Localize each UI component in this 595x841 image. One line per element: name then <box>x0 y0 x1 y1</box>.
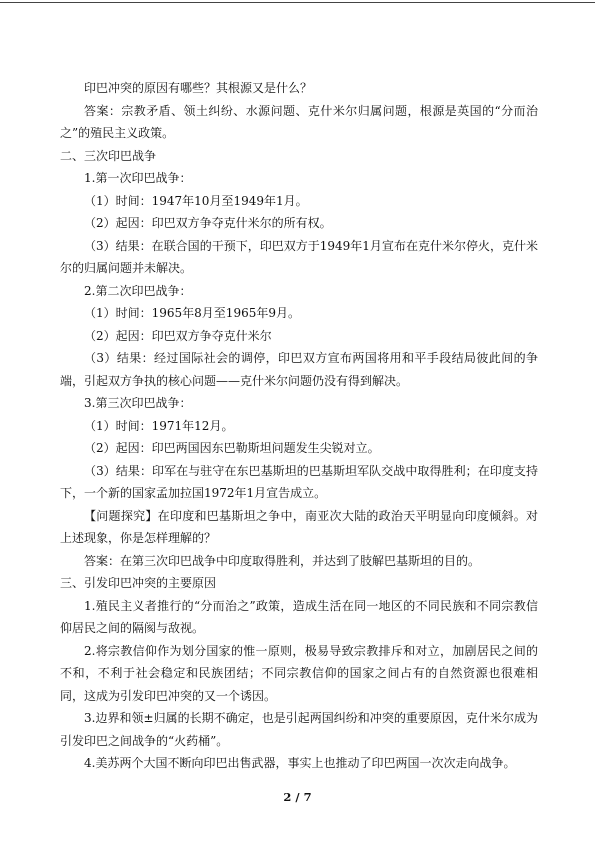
paragraph: 【问题探究】在印度和巴基斯坦之争中，南亚次大陆的政治天平明显向印度倾斜。对上述现象，你是怎样理解的？ <box>60 508 538 545</box>
paragraph: （2）起因：印巴双方争夺克什米尔 <box>84 328 272 343</box>
paragraph: 二、三次印巴战争 <box>60 148 157 163</box>
paragraph: （1）时间：1947年10月至1949年1月。 <box>84 193 308 208</box>
paragraph: （2）起因：印巴两国因东巴勒斯坦问题发生尖锐对立。 <box>84 441 380 455</box>
paragraph: 4.美苏两个大国不断向印巴出售武器，事实上也推动了印巴两国一次次走向战争。 <box>84 756 516 770</box>
document-body <box>60 77 538 775</box>
paragraph: 答案：在第三次印巴战争中印度取得胜利，并达到了肢解巴基斯坦的目的。 <box>84 553 481 568</box>
paragraph: 1.第一次印巴战争： <box>84 171 192 185</box>
paragraph: 2.第二次印巴战争： <box>84 283 192 298</box>
paragraph: （1）时间：1965年8月至1965年9月。 <box>84 306 300 320</box>
paragraph: 3.边界和领±归属的长期不确定，也是引起两国纠纷和冲突的重要原因，克什米尔成为引发印巴之间战争的“火药桶”。 <box>60 711 538 748</box>
paragraph: （2）起因：印巴双方争夺克什米尔的所有权。 <box>84 216 332 230</box>
paragraph: 3.第三次印巴战争： <box>84 396 192 410</box>
paragraph: （3）结果：经过国际社会的调停，印巴双方宣布两国将用和平手段结局彼此间的争端，引起双方争执的核心问题——克什米尔问题仍没有得到解决。 <box>60 351 538 388</box>
paragraph: 印巴冲突的原因有哪些？其根源又是什么？ <box>84 81 313 95</box>
paragraph: 答案：宗教矛盾、领土纠纷、水源问题、克什米尔归属问题，根源是英国的“分而治之”的殖民主义政策。 <box>60 103 538 140</box>
paragraph: （3）结果：印军在与驻守在东巴基斯坦的巴基斯坦军队交战中取得胜利；在印度支持下，一个新的国家孟加拉国1972年1月宣告成立。 <box>60 463 538 500</box>
paragraph: （3）结果：在联合国的干预下，印巴双方于1949年1月宣布在克什米尔停火，克什米尔的归属问题并未解决。 <box>60 238 538 275</box>
paragraph: 1.殖民主义者推行的“分而治之”政策，造成生活在同一地区的不同民族和不同宗教信仰居民之间的隔阂与敌视。 <box>60 598 538 635</box>
page-number: 2 / 7 <box>283 790 312 804</box>
paragraph: （1）时间：1971年12月。 <box>84 418 234 433</box>
paragraph: 三、引发印巴冲突的主要原因 <box>60 576 217 590</box>
paragraph: 2.将宗教信仰作为划分国家的惟一原则，极易导致宗教排斥和对立，加剧居民之间的不和，不利于社会稳定和民族团结；不同宗教信仰的国家之间占有的自然资源也很难相同，这成为引发印巴冲突的又一个诱因。 <box>60 643 538 703</box>
header-rule <box>0 2 595 3</box>
